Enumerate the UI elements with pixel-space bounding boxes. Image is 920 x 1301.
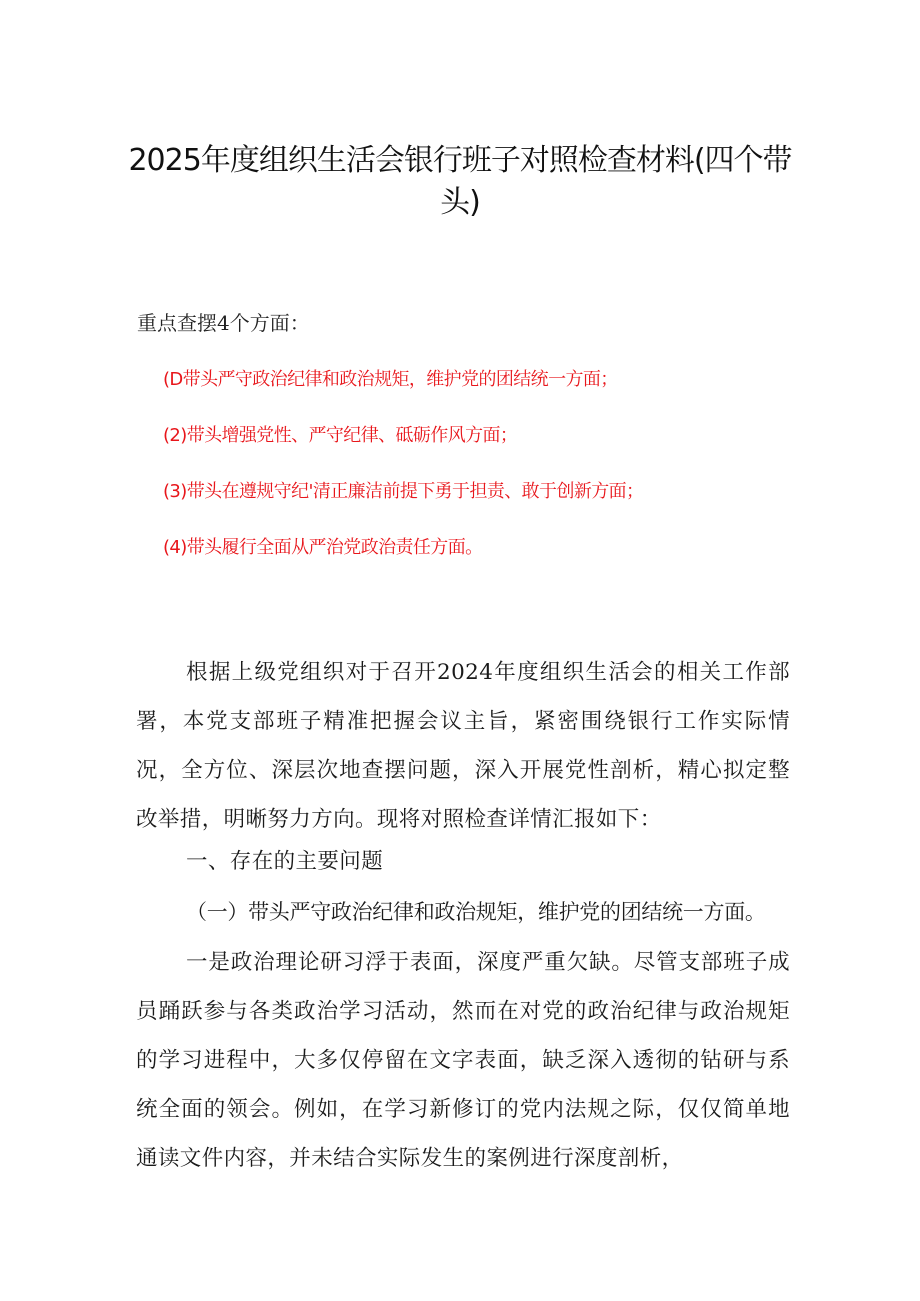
subsection-1-paragraph: 一是政治理论研习浮于表面，深度严重欠缺。尽管支部班子成员踊跃参与各类政治学习活动，然而在对党的政治纪律与政治规矩的学习进程中，大多仅停留在文字表面，缺乏深入透彻的钻研与系统全面的领会。例如，在学习新修订的党内法规之际，仅仅简单地通读文件内容，并未结合实际发生的案例进行深度剖析， <box>136 950 790 1171</box>
focus-item-3: (3)带头在遵规守纪'清正廉洁前提下勇于担责、敢于创新方面； <box>163 481 644 502</box>
focus-item-1: (D带头严守政治纪律和政治规矩，维护党的团结统一方面； <box>163 369 618 390</box>
section-1-heading: 一、存在的主要问题 <box>186 849 384 874</box>
document-title: 2025年度组织生活会银行班子对照检查材料(四个带头) <box>128 143 792 220</box>
focus-item-2: (2)带头增强党性、严守纪律、砥砺作风方面； <box>163 425 518 446</box>
focus-heading: 重点查摆4个方面： <box>137 311 310 335</box>
focus-item-4: (4)带头履行全面从严治党政治责任方面。 <box>163 537 483 558</box>
intro-paragraph: 根据上级党组织对于召开2024年度组织生活会的相关工作部署，本党支部班子精准把握会议主旨，紧密围绕银行工作实际情况，全方位、深层次地查摆问题，深入开展党性剖析，精心拟定整改举措，明晰努力方向。现将对照检查详情汇报如下： <box>136 660 790 832</box>
subsection-1-heading: （一）带头严守政治纪律和政治规矩，维护党的团结统一方面。 <box>186 900 766 924</box>
